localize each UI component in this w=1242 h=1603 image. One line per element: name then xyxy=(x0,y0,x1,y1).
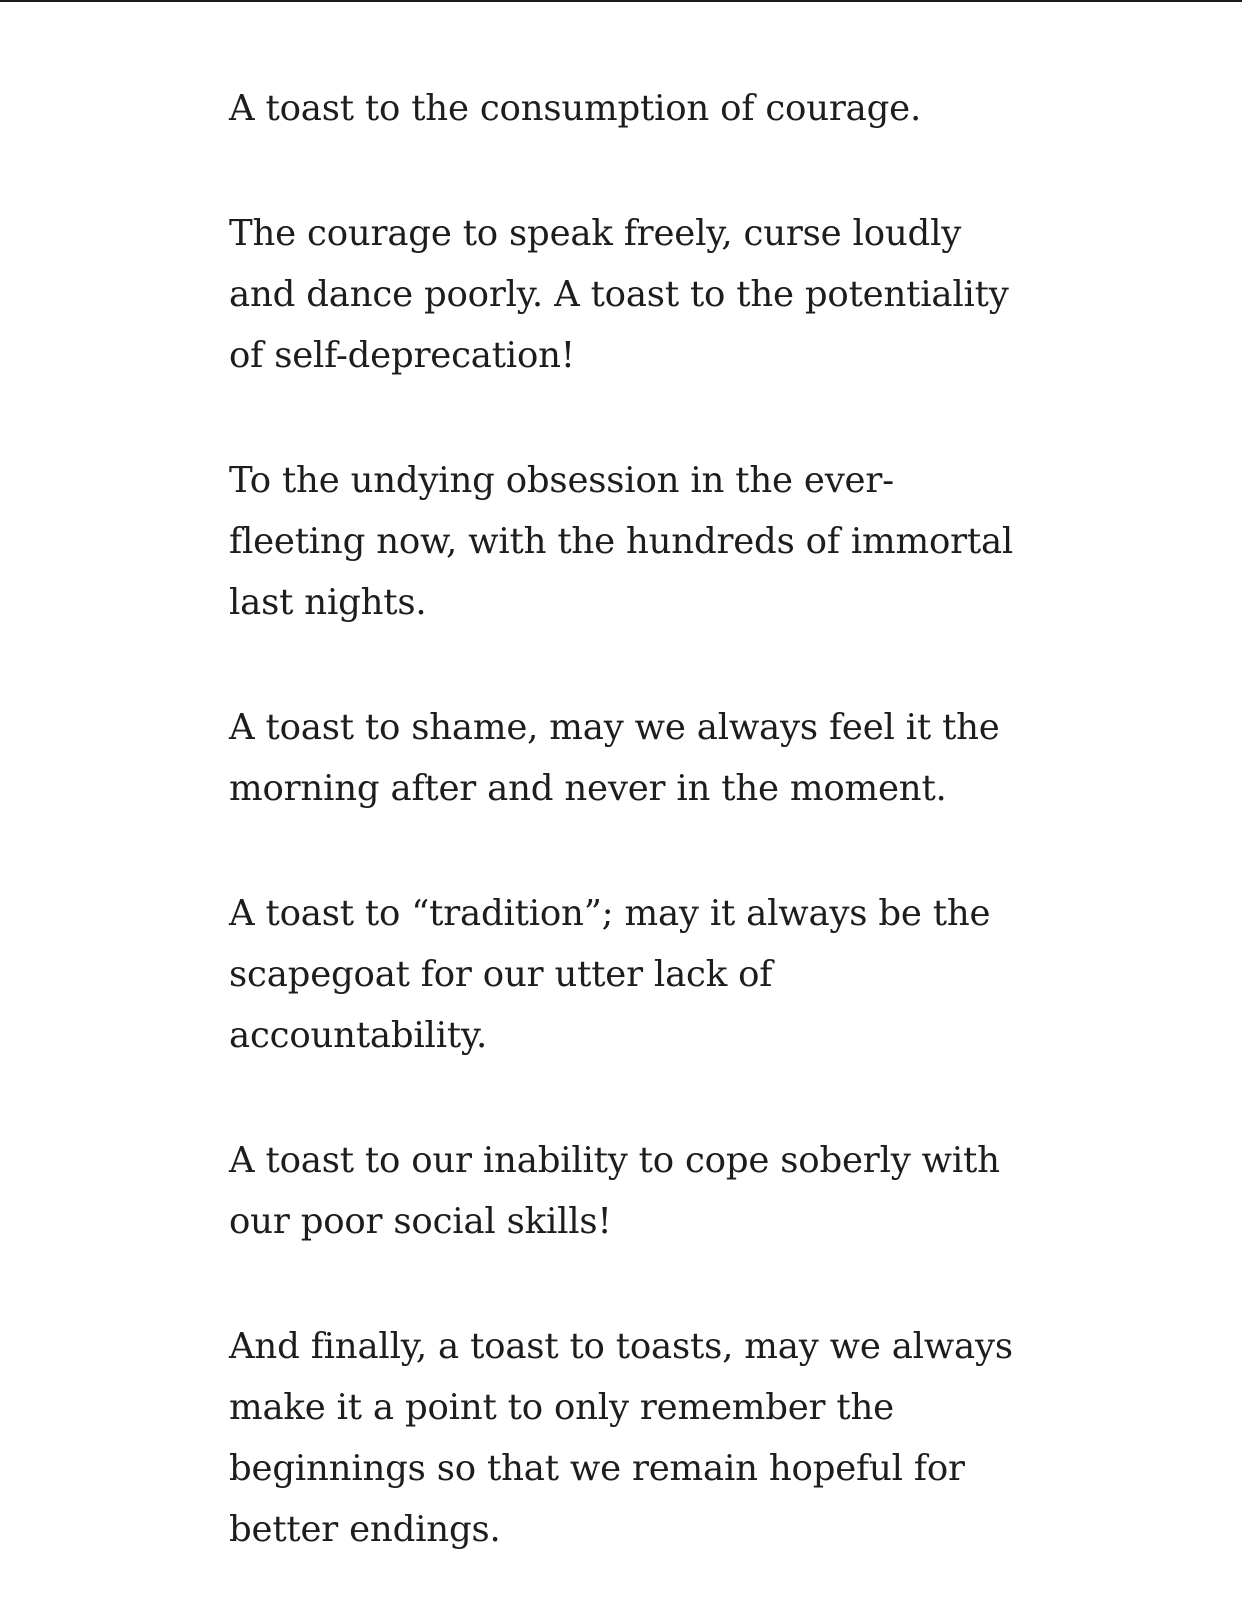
paragraph-2: The courage to speak freely, curse loudly and dance poorly. A toast to the potentiality of self-deprecation! xyxy=(229,213,1009,376)
paragraph-1: A toast to the consumption of courage. xyxy=(229,88,922,129)
paragraph-5: A toast to “tradition”; may it always be the scapegoat for our utter lack of accountability. xyxy=(229,893,991,1056)
paragraph-7: And finally, a toast to toasts, may we always make it a point to only remember the beginnings so that we remain hopeful for better endings. xyxy=(229,1326,1013,1550)
top-divider xyxy=(0,0,1242,2)
paragraph-6: A toast to our inability to cope soberly with our poor social skills! xyxy=(229,1140,1000,1242)
paragraph-4: A toast to shame, may we always feel it the morning after and never in the moment. xyxy=(229,707,1000,809)
paragraph-3: To the undying obsession in the ever-fleeting now, with the hundreds of immortal last nights. xyxy=(229,460,1014,623)
article-body xyxy=(229,78,1019,1560)
